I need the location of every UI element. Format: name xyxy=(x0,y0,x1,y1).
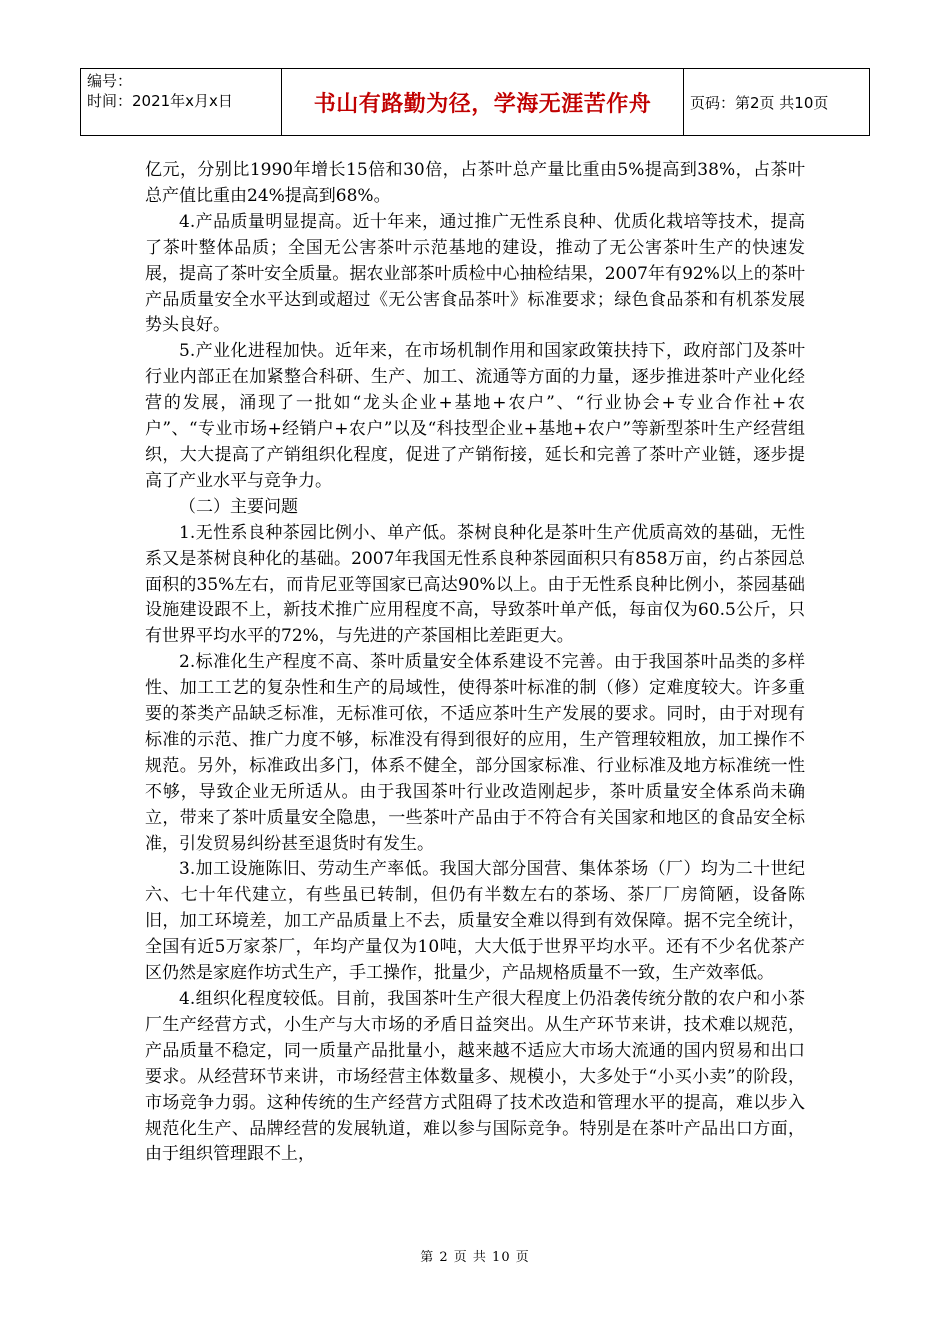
page-footer: 第 2 页 共 10 页 xyxy=(420,1250,530,1265)
paragraph-industrialization: 5.产业化进程加快。近年来，在市场机制作用和国家政策扶持下，政府部门及茶叶行业内部正在加紧整合科研、生产、加工、流通等方面的力量，逐步推进茶叶产业化经营的发展，涌现了一批如“龙头企业+基地+农户”、“行业协会+专业合作社+农户”、“专业市场+经销户+农户”以及“科技型企业+基地+农户”等新型茶叶生产经营组织，大大提高了产销组织化程度，促进了产销衔接，延长和完善了茶叶产业链，逐步提高了产业水平与竞争力。 xyxy=(145,341,805,491)
header-motto-cell xyxy=(282,69,684,135)
paragraph-product-quality: 4.产品质量明显提高。近十年来，通过推广无性系良种、优质化栽培等技术，提高了茶叶整体品质；全国无公害茶叶示范基地的建设，推动了无公害茶叶生产的快速发展，提高了茶叶安全质量。据农业部茶叶质检中心抽检结果，2007年有92%以上的茶叶产品质量安全水平达到或超过《无公害食品茶叶》标准要求；绿色食品茶和有机茶发展势头良好。 xyxy=(145,211,805,336)
document-body xyxy=(145,158,805,1168)
page-header xyxy=(80,68,870,136)
number-label: 编号： xyxy=(87,72,133,90)
paragraph-continuation: 亿元，分别比1990年增长15倍和30倍，占茶叶总产量比重由5%提高到38%，占茶叶总产值比重由24%提高到68%。 xyxy=(145,160,805,206)
paragraph-organization: 4.组织化程度较低。目前，我国茶叶生产很大程度上仍沿袭传统分散的农户和小茶厂生产经营方式，小生产与大市场的矛盾日益突出。从生产环节来讲，技术难以规范，产品质量不稳定，同一质量产品批量小，越来越不适应大市场大流通的国内贸易和出口要求。从经营环节来讲，市场经营主体数量多、规模小，大多处于“小买小卖”的阶段，市场竞争力弱。这种传统的生产经营方式阻碍了技术改造和管理水平的提高，难以步入规范化生产、品牌经营的发展轨道，难以参与国际竞争。特别是在茶叶产品出口方面，由于组织管理跟不上， xyxy=(145,989,805,1165)
time-label: 时间：2021年x月x日 xyxy=(87,92,233,110)
paragraph-standardization: 2.标准化生产程度不高、茶叶质量安全体系建设不完善。由于我国茶叶品类的多样性、加工工艺的复杂性和生产的局域性，使得茶叶标准的制（修）定难度较大。许多重要的茶类产品缺乏标准，无标准可依，不适应茶叶生产发展的要求。同时，由于对现有标准的示范、推广力度不够，标准没有得到很好的应用，生产管理较粗放，加工操作不规范。另外，标准政出多门，体系不健全，部分国家标准、行业标准及地方标准统一性不够，导致企业无所适从。由于我国茶叶行业改造刚起步，茶叶质量安全体系尚未确立，带来了茶叶质量安全隐患，一些茶叶产品由于不符合有关国家和地区的食品安全标准，引发贸易纠纷甚至退货时有发生。 xyxy=(145,652,805,854)
header-page-cell xyxy=(684,69,869,135)
paragraph-clonal-varieties: 1.无性系良种茶园比例小、单产低。茶树良种化是茶叶生产优质高效的基础，无性系又是茶树良种化的基础。2007年我国无性系良种茶园面积只有858万亩，约占茶园总面积的35%左右，而肯尼亚等国家已高达90%以上。由于无性系良种比例小，茶园基础设施建设跟不上，新技术推广应用程度不高，导致茶叶单产低，每亩仅为60.5公斤，只有世界平均水平的72%，与先进的产茶国相比差距更大。 xyxy=(145,522,805,647)
header-meta xyxy=(81,69,282,135)
motto: 书山有路勤为径，学海无涯苦作舟 xyxy=(313,91,652,117)
paragraph-processing-facilities: 3.加工设施陈旧、劳动生产率低。我国大部分国营、集体茶场（厂）均为二十世纪六、七十年代建立，有些虽已转制，但仍有半数左右的茶场、茶厂厂房简陋，设备陈旧，加工环境差，加工产品质量上不去，质量安全难以得到有效保障。据不完全统计，全国有近5万家茶厂，年均产量仅为10吨，大大低于世界平均水平。还有不少名优茶产区仍然是家庭作坊式生产，手工操作，批量少，产品规格质量不一致，生产效率低。 xyxy=(145,859,805,984)
page-label: 页码：第2页 共10页 xyxy=(690,93,829,112)
section-heading-main-problems: （二）主要问题 xyxy=(179,496,298,517)
